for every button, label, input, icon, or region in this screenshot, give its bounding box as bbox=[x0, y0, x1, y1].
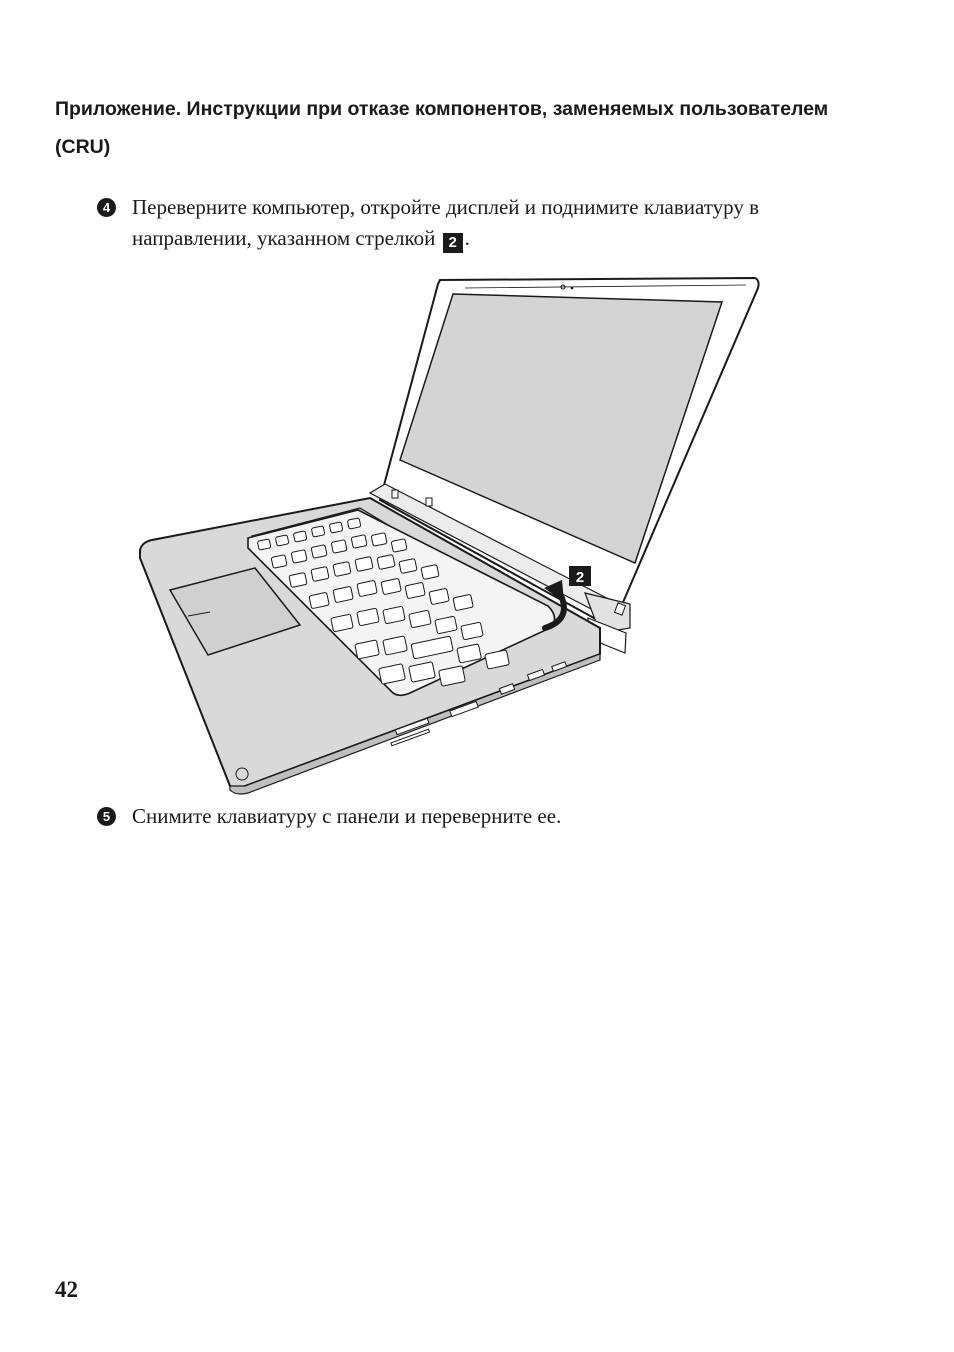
page-title: Приложение. Инструкции при отказе компонентов, заменяемых пользователем (CRU) bbox=[55, 98, 829, 158]
step-4-text bbox=[132, 192, 822, 254]
step-number-badge: 4 bbox=[97, 198, 116, 217]
step-5-text: Снимите клавиатуру с панели и переверните ее. bbox=[132, 804, 562, 828]
step-4 bbox=[97, 192, 822, 254]
step-number-badge: 5 bbox=[97, 807, 116, 826]
arrow-callout-badge: 2 bbox=[443, 233, 463, 253]
step-4-text-main: Переверните компьютер, откройте дисплей и поднимите клавиатуру в направлении, указанном стрелкой bbox=[132, 195, 760, 250]
callout-2-badge bbox=[569, 566, 591, 586]
step-5 bbox=[97, 801, 822, 832]
laptop-keyboard-removal-illustration bbox=[130, 268, 770, 798]
step-4-text-end: . bbox=[464, 226, 470, 250]
page-number: 42 bbox=[55, 1277, 78, 1302]
svg-text:2: 2 bbox=[575, 569, 585, 586]
